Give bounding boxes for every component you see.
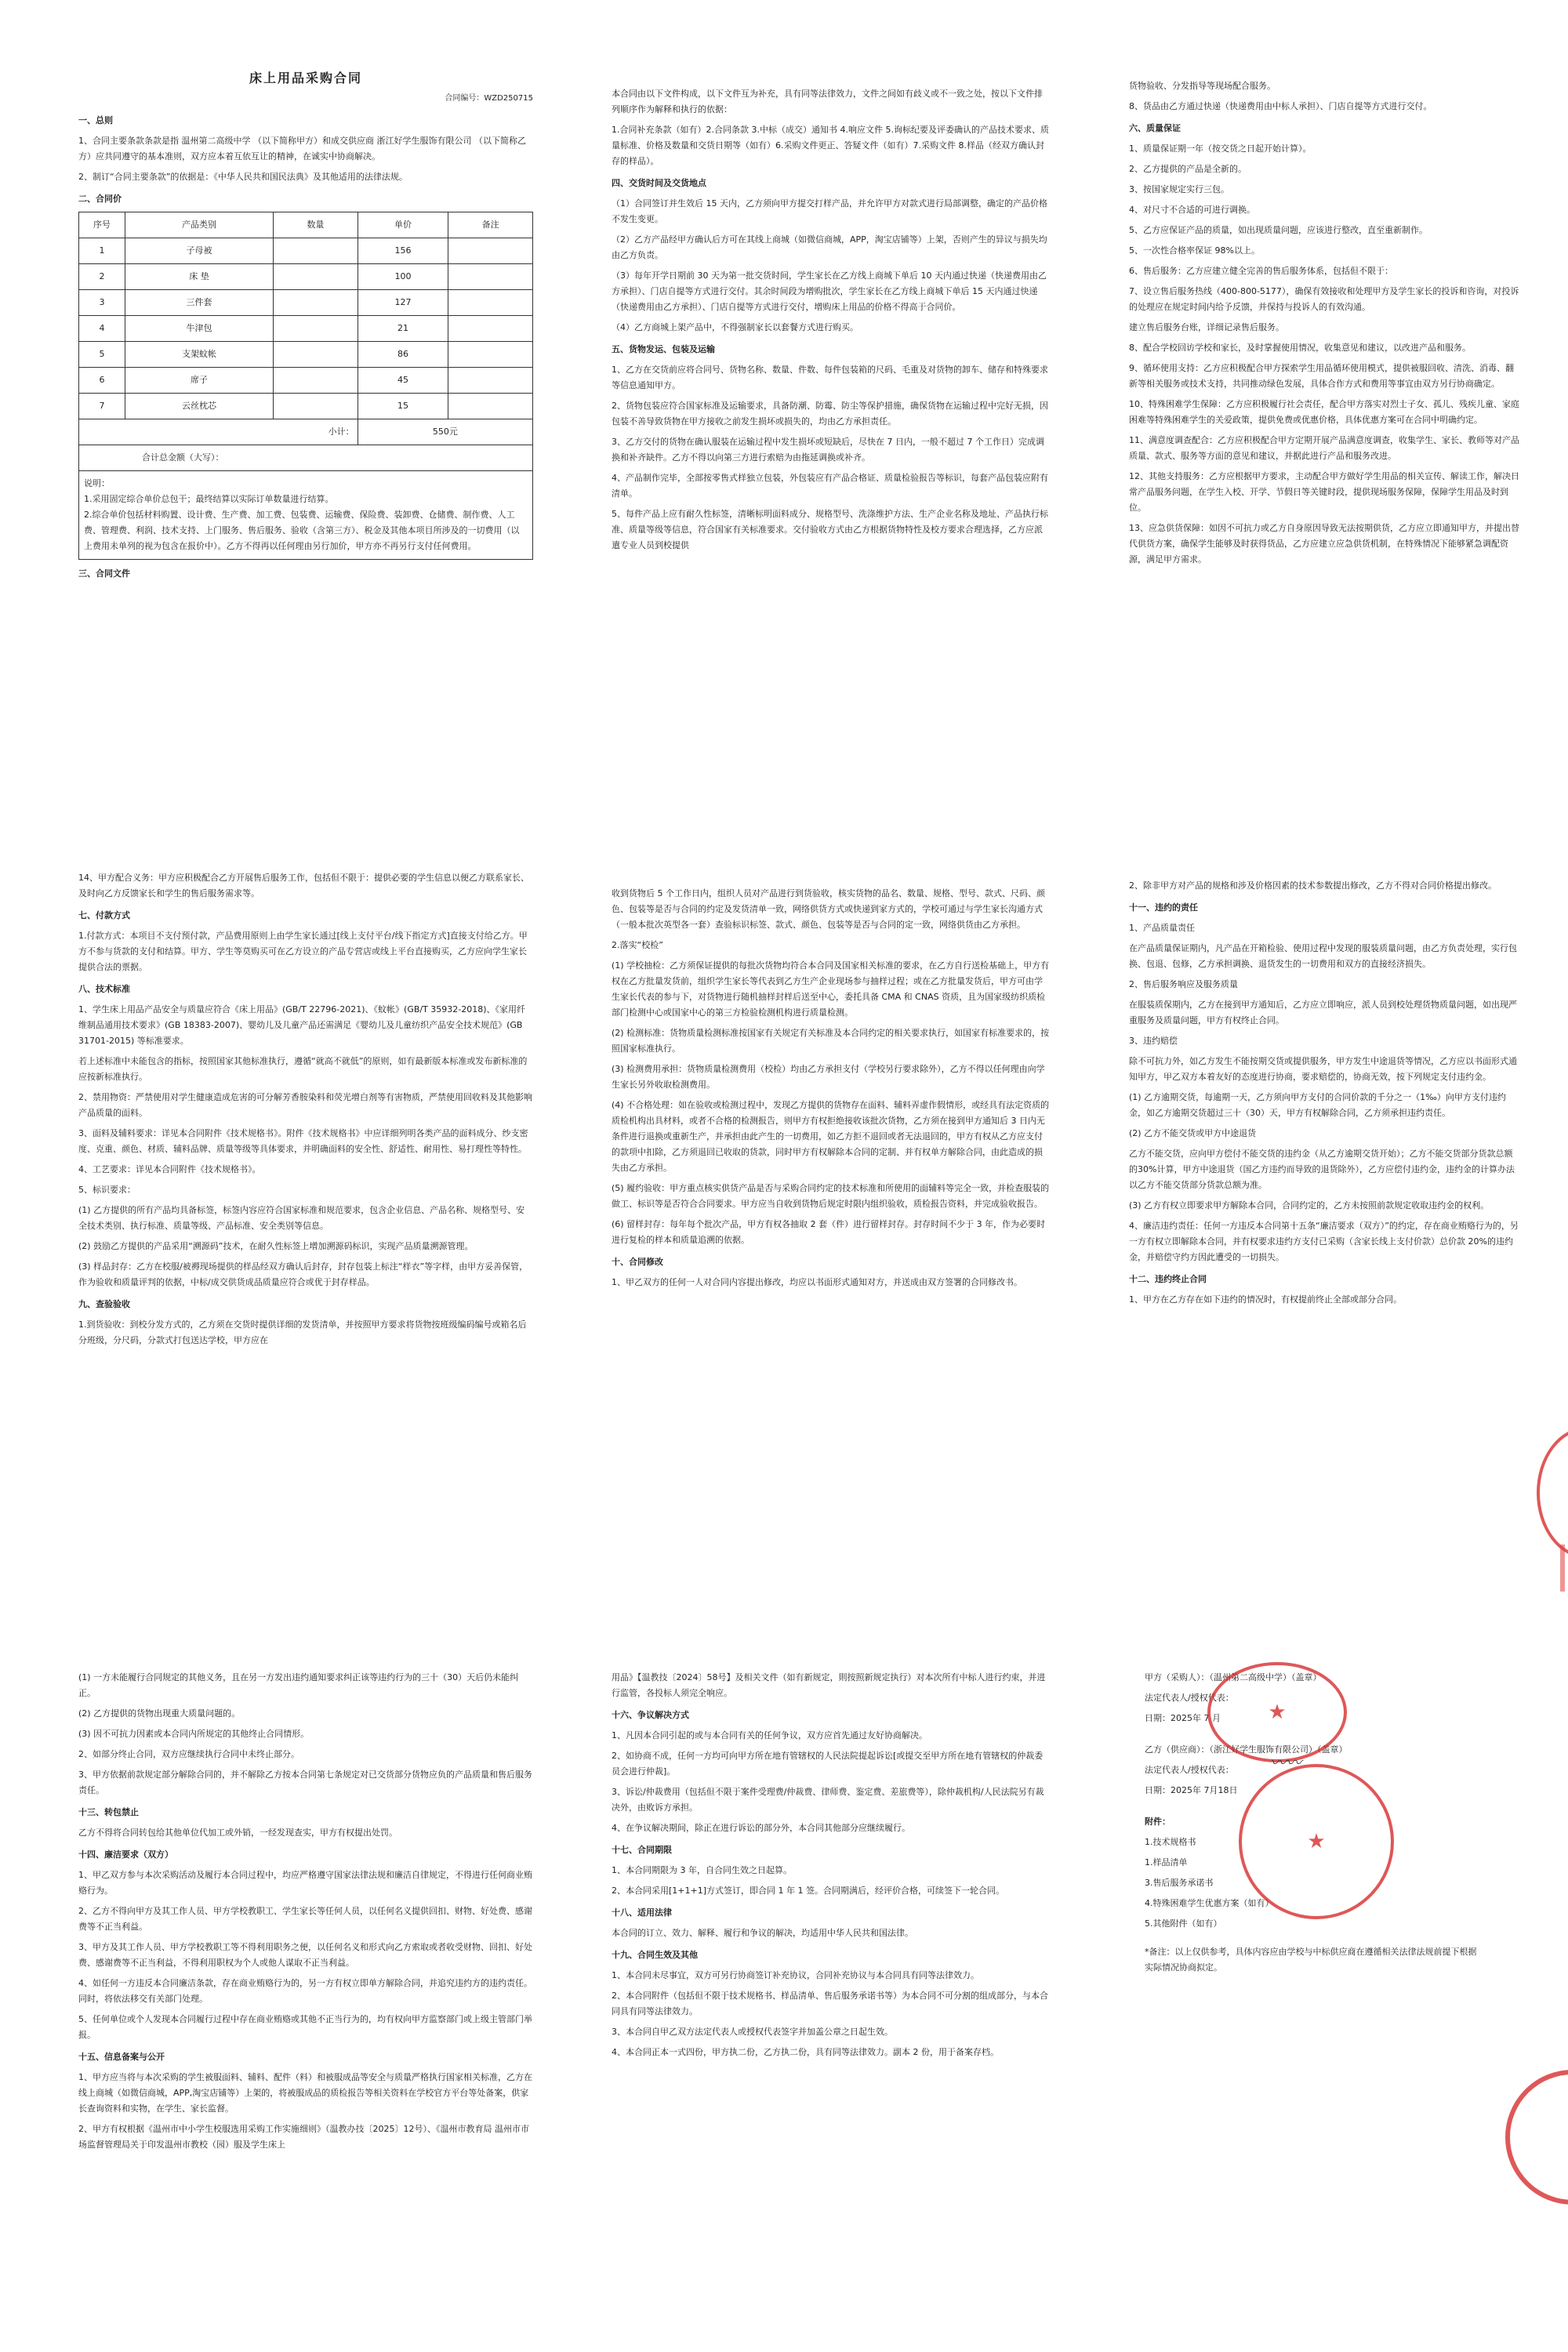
section-heading: 五、货物发运、包装及运输 (612, 344, 715, 354)
total-row (79, 445, 533, 471)
paragraph: 乙方不得将合同转包给其他单位代加工或外销，一经发现查实，甲方有权提出处罚。 (78, 1828, 397, 1838)
cell-qty (274, 368, 358, 394)
cell-price: 86 (358, 342, 448, 368)
cell-name: 席子 (125, 368, 274, 394)
paragraph: 1、产品质量责任 (1129, 923, 1195, 933)
paragraph: 11、满意度调查配合：乙方应积极配合甲方定期开展产品满意度调查，收集学生、家长、教师等对产品质量、款式、服务等方面的意见和建议，并据此进行产品和服务改进。 (1129, 435, 1519, 461)
cell-remark (448, 394, 533, 419)
cell-name: 云丝枕芯 (125, 394, 274, 419)
paragraph: 2、如协商不成，任何一方均可向甲方所在地有管辖权的人民法院提起诉讼[或提交至甲方所在地有管辖权的仲裁委员会进行仲裁]。 (612, 1751, 1044, 1777)
paragraph: 若上述标准中未能包含的指标，按照国家其他标准执行，遵循“就高不就低”的原则，如有最新版本标准或发布新标准的应按新标准执行。 (78, 1056, 528, 1082)
paragraph: (3) 样品封存：乙方在校服/被褥现场提供的样品经双方确认后封存，封存包装上标注“样衣”等字样，由甲方妥善保管，作为验收和质量评判的依据，中标/成交供货成品质量应符合或优于封存样品。 (78, 1261, 528, 1287)
paragraph: 在产品质量保证期内，凡产品在开箱检验、使用过程中发现的服装质量问题，由乙方负责处理，实行包换、包退、包修，乙方承担调换、退货发生的一切费用和双方的直接经济损失。 (1129, 943, 1517, 969)
paragraph: 2、禁用物资：严禁使用对学生健康造成危害的可分解芳香胺染料和荧光增白剂等有害物质，严禁使用回收料及其他影响产品质量的面料。 (78, 1092, 532, 1118)
page-2 (47, 862, 1537, 1537)
paragraph: 1.合同补充条款（如有）2.合同条款 3.中标（成交）通知书 4.响应文件 5.询标纪要及评委确认的产品技术要求、质量标准、价格及数量和交货日期等（如有）6.采购文件更正、答疑文件（如有）7.采购文件 8.样品（经双方确认封存的样品）。 (612, 125, 1049, 166)
paragraph: 1、乙方在交货前应将合同号、货物名称、数量、件数、每件包装箱的尺码、毛重及对货物的卸车、储存和特殊要求等信息通知甲方。 (612, 365, 1048, 390)
paragraph: 3、违约赔偿 (1129, 1036, 1178, 1046)
paragraph: 1、甲乙双方的任何一人对合同内容提出修改，均应以书面形式通知对方，并送成由双方签署的合同修改书。 (612, 1277, 1022, 1287)
cell-qty (274, 264, 358, 290)
paragraph: 2、本合同附件（包括但不限于技术规格书、样品清单、售后服务承诺书等）为本合同不可分割的组成部分，与本合同具有同等法律效力。 (612, 1991, 1048, 2016)
section-heading: 十六、争议解决方式 (612, 1710, 689, 1720)
paragraph: 2、如部分终止合同，双方应继续执行合同中未终止部分。 (78, 1749, 299, 1759)
section-heading: 十、合同修改 (612, 1257, 663, 1267)
paragraph: 在服装质保期内，乙方在接到甲方通知后，乙方应立即响应，派人员到校处理货物质量问题，如出现严重服务及质量问题，甲方有权终止合同。 (1129, 1000, 1517, 1025)
column-header: 序号 (79, 212, 125, 238)
paragraph: (1) 乙方逾期交货，每逾期一天，乙方须向甲方支付的合同价款的千分之一（1‰）向甲方支付违约金，如乙方逾期交货超过三十（30）天，甲方有权解除合同，乙方须承担违约责任。 (1129, 1092, 1506, 1118)
paragraph: 4、本合同正本一式四份，甲方执二份，乙方执二份，具有同等法律效力。副本 2 份，用于备案存档。 (612, 2047, 999, 2057)
paragraph: 14、甲方配合义务：甲方应积极配合乙方开展售后服务工作，包括但不限于：提供必要的学生信息以便乙方联系家长、及时向乙方反馈家长和学生的售后服务需求等。 (78, 873, 529, 898)
table-header-row (79, 212, 533, 238)
paragraph: 3、按国家规定实行三包。 (1129, 184, 1229, 194)
cell-no: 4 (79, 316, 125, 342)
page1-col1 (78, 71, 533, 586)
paragraph: 5、标识要求： (78, 1185, 136, 1195)
note-title: 说明： (84, 478, 110, 488)
section-heading: 十五、信息备案与公开 (78, 2052, 165, 2062)
paragraph: 1、本合同未尽事宜，双方可另行协商签订补充协议，合同补充协议与本合同具有同等法律效力。 (612, 1970, 979, 1980)
paragraph: 5、任何单位或个人发现本合同履行过程中存在商业贿赂或其他不正当行为的，均有权向甲方监察部门或上级主管部门举报。 (78, 2014, 532, 2040)
cell-no: 7 (79, 394, 125, 419)
cell-name: 支架蚊帐 (125, 342, 274, 368)
page2-col1 (78, 870, 533, 1353)
section-heading: 十七、合同期限 (612, 1845, 672, 1855)
paragraph: (1) 学校抽检：乙方须保证提供的每批次货物均符合本合同及国家相关标准的要求，在乙方自行送检基础上，甲方有权在乙方批量发货前，组织学生家长等代表到乙方生产企业现场参与抽样过程；或在乙方批量发货后，甲方可由学生家长代表的参与下，对货物进行随机抽样封样后送至中心，委托具备 CMA 和 CNAS 资质，且为国家级纺织质检部门检测中心或国家中心的第三方检验检测机构进行质量检测。 (612, 960, 1050, 1018)
paragraph: (3) 乙方有权立即要求甲方解除本合同，合同约定的，乙方未按照前款规定收取违约金的权利。 (1129, 1200, 1490, 1210)
cell-price: 21 (358, 316, 448, 342)
paragraph: 2.落实“校检” (612, 940, 663, 950)
paragraph: 1、甲方在乙方存在如下违约的情况时，有权提前终止全部或部分合同。 (1129, 1294, 1402, 1305)
page-1 (47, 63, 1537, 768)
star-icon: ★ (1307, 1830, 1326, 1853)
paragraph: 4、对尺寸不合适的可进行调换。 (1129, 205, 1255, 215)
paragraph: 1、本合同期限为 3 年，自合同生效之日起算。 (612, 1865, 792, 1875)
paragraph: (4) 不合格处理：如在验收或检测过程中，发现乙方提供的货物存在面料、辅料弄虚作假情形，或经具有法定资质的质检机构出具材料，或者不合格的检测报告，则甲方有权拒绝接收该批次货物，乙方须在接到甲方通知后 3 日内无条件进行退换或重新生产，并承担由此产生的一切费用，如乙方拒不退回或者无法退回的，甲方有权从乙方应支付的款项中扣除，乙方须退回已收取的货款，同时甲方有权解除本合同的定制、并有权单方解除合同，由此造成的损失由乙方承担。 (612, 1100, 1050, 1173)
paragraph: (2) 乙方不能交货或甲方中途退货 (1129, 1128, 1257, 1138)
table-row (79, 316, 533, 342)
paragraph: 收到货物后 5 个工作日内，组织人员对产品进行到货验收，核实货物的品名、数量、规格、型号、款式、尺码、颜色、包装等是否与合同的约定及发货清单一致，网络供货方式或快递到家方式的，学校可通过与学生家长沟通方式（一般本批次英型各一套）查验标识标签、款式、颜色、包装等是否与合同的定一致，网络供货由乙方承担。 (612, 888, 1045, 930)
cell-no: 1 (79, 238, 125, 264)
cell-name: 子母被 (125, 238, 274, 264)
paragraph: 建立售后服务台账，详细记录售后服务。 (1129, 322, 1284, 332)
note-item: 1.采用固定综合单价总包干；最终结算以实际订单数量进行结算。 (84, 494, 334, 504)
paragraph: 8、配合学校回访学校和家长，及时掌握使用情况，收集意见和建议，以改进产品和服务。 (1129, 343, 1471, 353)
handwritten-signature: 〰〰 (1270, 1753, 1301, 1772)
paragraph: 5、乙方应保证产品的质量，如出现质量问题，应该进行整改，直至重新制作。 (1129, 225, 1428, 235)
subtotal-value: 550元 (358, 419, 532, 445)
cell-price: 100 (358, 264, 448, 290)
paragraph: 用品》【温教技〔2024〕58号】及相关文件（如有新规定，則按照新规定执行）对本次所有中标人进行约束，并进行监管，各投标人须完全响应。 (612, 1672, 1046, 1698)
cell-remark (448, 238, 533, 264)
cell-remark (448, 290, 533, 316)
section-heading: 十四、廉洁要求（双方） (78, 1849, 173, 1860)
paragraph: (2) 乙方提供的货物出现重大质量问题的。 (78, 1708, 241, 1719)
party-a-line: 甲方（采购人）：（温州第二高级中学）（盖章） (1145, 1672, 1322, 1682)
paragraph: (2) 鼓励乙方提供的产品采用“溯源码”技术，在耐久性标签上增加溯源码标识，实现产品质量溯源管理。 (78, 1241, 474, 1251)
cell-remark (448, 368, 533, 394)
paragraph: (6) 留样封存：每年每个批次产品，甲方有权各抽取 2 套（件）进行留样封存。封存时间不少于 3 年，作为必要时进行复检的样本和质量追溯的依据。 (612, 1219, 1046, 1245)
company-seal-stamp (1239, 1764, 1394, 1919)
page2-col3 (1129, 878, 1521, 1312)
paragraph: 4、产品制作完毕，全部按零售式样独立包装，外包装应有产品合格证、质量检验报告等标识，每套产品包装应附有清单。 (612, 473, 1048, 499)
paragraph: 1.到货验收：到校分发方式的，乙方须在交货时提供详细的发货清单，并按照甲方要求将货物按班级编码编号或箱名后分班级，分尺码，分款式打包送达学校，甲方应在 (78, 1319, 527, 1345)
table-row (79, 238, 533, 264)
paragraph: 2、甲方有权根据《温州市中小学生校服选用采购工作实施细则》（温教办技〔2025〕12号）、《温州市教育局 温州市市场监督管理局关于印发温州市教校（园）服及学生床上 (78, 2124, 529, 2150)
paragraph: 5、每件产品上应有耐久性标签，清晰标明面料成分、规格型号、洗涤维护方法、生产企业名称及地址、产品执行标准、质量等级等信息，符合国家有关标准要求。交付验收方式由乙方根据货物特性及校方要求合理选择，乙方应派遣专业人员到校提供 (612, 509, 1048, 550)
paragraph: 4、在争议解决期间，除正在进行诉讼的部分外，本合同其他部分应继续履行。 (612, 1823, 910, 1833)
party-b-line: 乙方（供应商）：（浙江好学生服饰有限公司）（盖章） (1145, 1744, 1348, 1755)
section-heading: 四、交货时间及交货地点 (612, 178, 706, 188)
paragraph: （3）每年开学日期前 30 天为第一批交货时间，学生家长在乙方线上商城下单后 10 天内通过快递（快递费用由乙方承担）、门店自提等方式进行交付。其余时间段为增购批次，学生家长在乙方线上商城下单后 15 天内通过快递（快递费用由乙方承担）、门店自提等方式进行交付，增购床上用品的价格不得高于合同价。 (612, 270, 1047, 312)
paragraph: 4、工艺要求：详见本合同附件《技术规格书》。 (78, 1164, 261, 1174)
party-b-date: 日期：2025年 7月18日 (1145, 1785, 1238, 1795)
section-heading: 十一、违约的责任 (1129, 902, 1198, 913)
paragraph: 1、质量保证期一年（按交货之日起开始计算）。 (1129, 143, 1312, 154)
paragraph: (3) 因不可抗力因素或本合同内所规定的其他终止合同情形。 (78, 1729, 310, 1739)
column-header: 单价 (358, 212, 448, 238)
price-table (78, 212, 533, 560)
cell-remark (448, 264, 533, 290)
section-heading: 九、查验验收 (78, 1299, 130, 1309)
paragraph: 3、甲方依据前款规定部分解除合同的，并不解除乙方按本合同第七条规定对已交货部分货物应负的产品质量和售后服务责任。 (78, 1769, 532, 1795)
paragraph: 2、乙方提供的产品是全新的。 (1129, 164, 1247, 174)
footnote: *备注：以上仅供参考，具体内容应由学校与中标供应商在遵循相关法律法规前提下根据实际情况协商拟定。 (1145, 1947, 1477, 1973)
paragraph: （1）合同签订并生效后 15 天内，乙方须向甲方提交打样产品，并允许甲方对款式进行局部调整，确定的产品价格不发生变更。 (612, 198, 1047, 224)
attachment-item: 1.技术规格书 (1145, 1837, 1196, 1847)
subtotal-label: 小计： (79, 419, 358, 445)
paragraph: （2）乙方产品经甲方确认后方可在其线上商城（如微信商城，APP，淘宝店铺等）上架，否则产生的异议与损失均由乙方负责。 (612, 234, 1047, 260)
paragraph: 2、本合同采用[1+1+1]方式签订，即合同 1 年 1 签。合同期满后，经评价合格，可续签下一轮合同。 (612, 1886, 1004, 1896)
contract-title: 床上用品采购合同 (249, 71, 362, 85)
table-row (79, 264, 533, 290)
cell-price: 156 (358, 238, 448, 264)
cell-remark (448, 342, 533, 368)
seal-fragment (1560, 1544, 1565, 1592)
notes-cell (79, 471, 533, 560)
paragraph: （4）乙方商城上架产品中，不得强制家长以套餐方式进行购买。 (612, 322, 858, 332)
table-row (79, 290, 533, 316)
section-heading: 七、付款方式 (78, 910, 130, 920)
attachment-item: 5.其他附件（如有） (1145, 1918, 1222, 1929)
paragraph: 1、凡因本合同引起的或与本合同有关的任何争议，双方应首先通过友好协商解决。 (612, 1730, 927, 1740)
cell-price: 45 (358, 368, 448, 394)
page3-col2 (612, 1670, 1051, 2065)
paragraph: 10、特殊困难学生保障：乙方应积极履行社会责任，配合甲方落实对烈士子女、孤儿、残疾儿童、家庭困难等特殊困难学生的关爱政策，提供免费或优惠价格，具体优惠方案可在合同中明确约定。 (1129, 399, 1519, 425)
paragraph: (3) 检测费用承担：货物质量检测费用（校检）均由乙方承担支付（学校另行要求除外），乙方不得以任何理由向学生家长另外收取检测费用。 (612, 1064, 1045, 1090)
cell-no: 5 (79, 342, 125, 368)
cell-no: 6 (79, 368, 125, 394)
page1-col2 (612, 86, 1051, 558)
paragraph: (1) 一方未能履行合同规定的其他义务，且在另一方发出违约通知要求纠正该等违约行为的三十（30）天后仍未能纠正。 (78, 1672, 519, 1698)
cell-remark (448, 316, 533, 342)
paragraph: 本合同由以下文件构成，以下文件互为补充，具有同等法律效力，文件之间如有歧义或不一致之处，按以下文件排列顺序作为解释和执行的依据： (612, 89, 1043, 114)
cell-no: 2 (79, 264, 125, 290)
star-icon: ★ (1268, 1700, 1287, 1724)
paragraph: 3、诉讼/仲裁费用（包括但不限于案件受理费/仲裁费、律师费、鉴定费、差旅费等），除仲裁机构/人民法院另有裁决外，由败诉方承担。 (612, 1787, 1044, 1813)
section-heading: 十三、转包禁止 (78, 1807, 139, 1817)
contract-number: 合同编号：WZD250715 (445, 94, 533, 103)
cell-qty (274, 290, 358, 316)
cell-qty (274, 238, 358, 264)
paragraph: 除不可抗力外，如乙方发生不能按期交货或提供服务，甲方发生中途退货等情况，乙方应以书面形式通知甲方，甲乙双方本着友好的态度进行协商，要求赔偿的，协商无效，按下列规定支付违约金。 (1129, 1056, 1517, 1082)
paragraph: 货物验收、分发指导等现场配合服务。 (1129, 81, 1276, 91)
party-a-rep: 法定代表人/授权代表： (1145, 1693, 1234, 1703)
cell-name: 牛津包 (125, 316, 274, 342)
page1-col3 (1129, 78, 1521, 572)
paragraph: 1.付款方式：本项目不支付预付款，产品费用原则上由学生家长通过[线上支付平台/线下指定方式]直接支付给乙方。甲方不参与货款的支付和结算。甲方、学生等莫购买可在乙方设立的产品专营店或线上平台直接购买，乙方应向学生家长提供合法的票据。 (78, 931, 528, 972)
paragraph: 1、甲方应当将与本次采购的学生被服面料、辅料、配件（料）和被服成品等安全与质量严格执行国家相关标准，乙方在线上商城（如微信商城，APP,淘宝店铺等）上架的，将被服成品的质检报告等相关资料在学校官方平台等处备案，供家长查询资料和实物，在学生、家长监督。 (78, 2072, 532, 2114)
column-header: 数量 (274, 212, 358, 238)
paragraph: 2、售后服务响应及服务质量 (1129, 979, 1238, 989)
paragraph: 4、如任何一方违反本合同廉洁条款，存在商业贿赂行为的，另一方有权立即单方解除合同，并追究违约方的违约责任。同时，将依法移交有关部门处理。 (78, 1978, 532, 2004)
paragraph: 5、一次性合格率保证 98%以上。 (1129, 245, 1260, 256)
cell-price: 15 (358, 394, 448, 419)
party-a-date: 日期：2025年 7 月 (1145, 1713, 1221, 1723)
section-heading: 三、合同文件 (78, 568, 130, 579)
section-heading: 一、总则 (78, 115, 113, 125)
paragraph: 4、廉洁违约责任：任何一方违反本合同第十五条“廉洁要求（双方）”的约定，存在商业贿赂行为的，另一方有权立即解除本合同，并有权要求违约方支付已采购（含家长线上支付价款）总价款 20%的违约金，并赔偿守约方因此遭受的一切损失。 (1129, 1221, 1519, 1262)
page2-col2 (612, 886, 1051, 1295)
notes-row (79, 471, 533, 560)
cell-no: 3 (79, 290, 125, 316)
section-heading: 二、合同价 (78, 194, 122, 204)
table-row (79, 368, 533, 394)
paragraph: 3、本合同自甲乙双方法定代表人或授权代表签字并加盖公章之日起生效。 (612, 2027, 893, 2037)
page3-col1 (78, 1670, 533, 2158)
paragraph: 乙方不能交货，应向甲方偿付不能交货的违约金（从乙方逾期交货开始）；乙方不能交货部分货款总额的30%计算，甲方中途退货（国乙方违约而导致的退货除外），乙方应偿付违约金，违约金的计算办法以乙方不能交货部分货款总额为准。 (1129, 1149, 1515, 1190)
total-label: 合计总金额（大写）： (79, 445, 533, 471)
school-seal-stamp (1207, 1662, 1347, 1762)
attachment-item: 4.特殊困难学生优惠方案（如有） (1145, 1898, 1274, 1908)
paragraph: 3、面料及辅料要求：详见本合同附件《技术规格书》。附件《技术规格书》中应详细列明各类产品的面料成分、纱支密度、克重、颜色、材质、辅料品牌、质量等级等具体要求，并明确面料的安全性、舒适性、耐用性、易打理性等特性。 (78, 1128, 528, 1154)
attachments-title: 附件： (1145, 1817, 1171, 1827)
section-heading: 十九、合同生效及其他 (612, 1950, 698, 1960)
paragraph: 1、甲乙双方参与本次采购活动及履行本合同过程中，均应严格遵守国家法律法规和廉洁自律规定，不得进行任何商业贿赂行为。 (78, 1870, 532, 1896)
paragraph: 本合同的订立、效力、解释、履行和争议的解决，均适用中华人民共和国法律。 (612, 1928, 913, 1938)
paragraph: 2、货物包装应符合国家标准及运输要求，具备防潮、防霉、防尘等保护措施，确保货物在运输过程中完好无损，因包装不善导致货物在甲方接收之前发生损坏或损失的，均由乙方承担责任。 (612, 401, 1048, 426)
paragraph: 8、货品由乙方通过快递（快递费用由中标人承担）、门店自提等方式进行交付。 (1129, 101, 1432, 111)
section-heading: 十八、适用法律 (612, 1907, 672, 1918)
section-heading: 八、技术标准 (78, 984, 130, 994)
paragraph: 2、乙方不得向甲方及其工作人员、甲方学校教职工、学生家长等任何人员，以任何名义提供回扣、财物、好处费、感谢费等不正当利益。 (78, 1906, 532, 1932)
note-item: 2.综合单价包括材料购置、设计费、生产费、加工费、包装费、运输费、保险费、装卸费、仓储费、制作费、人工费、管理费、利润、技术支持、上门服务、售后服务、验收（含第三方）、税金及其他本项目所涉及的一切费用（以上费用未单列的视为包含在报价中）。乙方不得再以任何理由另行加价，甲方亦不再另行支付任何费用。 (84, 510, 520, 551)
paragraph: 2、制订“合同主要条款”的依据是：《中华人民共和国民法典》及其他适用的法律法规。 (78, 172, 408, 182)
party-b-rep: 法定代表人/授权代表： (1145, 1765, 1234, 1775)
paragraph: 1、合同主要条款条款是指 温州第二高级中学 （以下简称甲方）和成交供应商 浙江好学生服饰有限公司 （以下简称乙方）应共同遵守的基本准则，双方应本着互依互让的精神，在诚实中协商解决。 (78, 136, 526, 162)
paragraph: 1、学生床上用品产品安全与质量应符合《床上用品》(GB/T 22796-2021)、《蚊帐》(GB/T 35932-2018)、《家用纤维制品通用技术要求》(GB 18383-2007)、婴幼儿及儿童产品还需满足《婴幼儿及儿童纺织产品安全技术规范》(GB 31701-2015) 等标准要求。 (78, 1004, 526, 1046)
paragraph: 2、除非甲方对产品的规格和涉及价格因素的技术参数提出修改，乙方不得对合同价格提出修改。 (1129, 880, 1497, 891)
paragraph: (2) 检测标准：货物质量检测标准按国家有关规定有关标准及本合同约定的相关要求执行，如国家有标准要求的，按照国家标准执行。 (612, 1028, 1050, 1054)
cell-qty (274, 394, 358, 419)
paragraph: 7、设立售后服务热线（400-800-5177），确保有效接收和处理甲方及学生家长的投诉和咨询，对投诉的处理应在规定时间内给予反馈，并保持与投诉人的有效沟通。 (1129, 286, 1519, 312)
cell-name: 床 垫 (125, 264, 274, 290)
cell-price: 127 (358, 290, 448, 316)
attachment-item: 1.样品清单 (1145, 1857, 1188, 1867)
subtotal-row (79, 419, 533, 445)
table-row (79, 342, 533, 368)
paragraph: 3、甲方及其工作人员、甲方学校教职工等不得利用职务之便，以任何名义和形式向乙方索取或者收受财物、回扣、好处费、感谢费等不正当利益，不得利用职权为个人或他人谋取不正当利益。 (78, 1942, 532, 1968)
section-heading: 十二、违约终止合同 (1129, 1274, 1207, 1284)
table-row (79, 394, 533, 419)
paragraph: (1) 乙方提供的所有产品均具备标签，标签内容应符合国家标准和规范要求，包含企业信息、产品名称、规格型号、安全技术类别、执行标准、质量等级、产品标准、安全类别等信息。 (78, 1205, 525, 1231)
cell-qty (274, 316, 358, 342)
paragraph: 9、循环使用支持：乙方应积极配合甲方探索学生用品循环使用模式，提供被服回收、清洗、消毒、翻新等相关服务或技术支持，共同推动绿色发展，具体合作方式和费用等事宜由双方另行协商确定。 (1129, 363, 1514, 389)
cell-qty (274, 342, 358, 368)
paragraph: (5) 履约验收：甲方重点核实供货产品是否与采购合同约定的技术标准和所使用的面辅料等完全一致，并检查服装的做工、标识等是否符合合同要求。甲方应当自收到货物后规定时限内组织验收，质检报告资料，并完成验收报告。 (612, 1183, 1050, 1209)
paragraph: 12、其他支持服务：乙方应根据甲方要求，主动配合甲方做好学生用品的相关宣传、解读工作，解决日常产品服务问题，在学生入校、开学、节假日等关键时段，提供现场服务保障，保障学生用品及时到位。 (1129, 471, 1519, 513)
attachment-item: 3.售后服务承诺书 (1145, 1878, 1214, 1888)
page-3 (47, 1646, 1537, 2321)
column-header: 产品类别 (125, 212, 274, 238)
column-header: 备注 (448, 212, 533, 238)
paragraph: 13、应急供货保障：如因不可抗力或乙方自身原因导致无法按期供货，乙方应立即通知甲方，并提出替代供货方案，确保学生能够及时获得货品，乙方应建立应急供货机制，在特殊情况下能够紧急调配资源，满足甲方需求。 (1129, 523, 1519, 564)
partial-seal-edge (1537, 1427, 1568, 1559)
paragraph: 3、乙方交付的货物在确认服装在运输过程中发生损坏或短缺后，尽快在 7 日内，一般不超过 7 个工作日）完成调换和补齐缺件。乙方不得以向第三方进行索赔为由拖延调换或补齐。 (612, 437, 1044, 463)
paragraph: 6、售后服务：乙方应建立健全完善的售后服务体系，包括但不限于： (1129, 266, 1393, 276)
cell-name: 三件套 (125, 290, 274, 316)
section-heading: 六、质量保证 (1129, 123, 1181, 133)
